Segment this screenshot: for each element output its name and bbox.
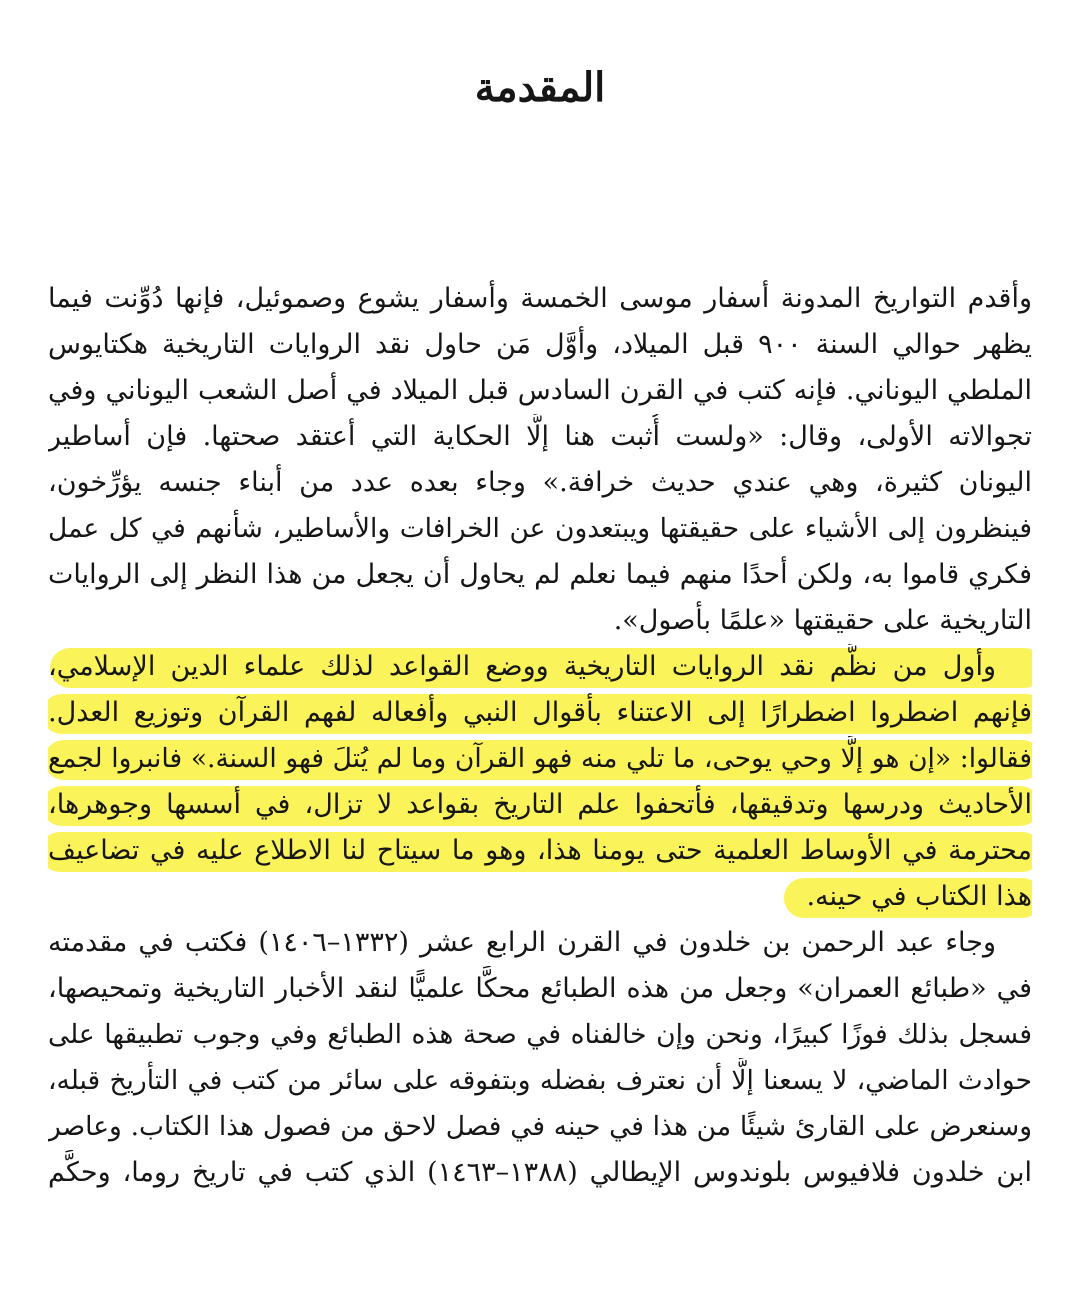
text-line: التاريخية على حقيقتها «علمًا بأصول». xyxy=(613,605,1032,636)
text-line: وسنعرض على القارئ شيئًا من هذا في حينه في فصل لاحق من فصول هذا الكتاب. وعاصر xyxy=(48,1111,1032,1142)
highlighted-text-line: فقالوا: «إن هو إلَّا وحي يوحى، ما تلي منه فهو القرآن وما لم يُتلَ فهو السنة.» فانبروا لجمع xyxy=(48,736,1032,782)
text-line: اليونان كثيرة، وهي عندي حديث خرافة.» وجاء بعده عدد من أبناء جنسه يؤرِّخون، xyxy=(48,467,1032,498)
text-line: فينظرون إلى الأشياء على حقيقتها ويبتعدون عن الخرافات والأساطير، شأنهم في كل عمل xyxy=(48,513,1032,544)
highlighted-text-line: هذا الكتاب في حينه. xyxy=(48,874,1032,920)
text-line: وجاء عبد الرحمن بن خلدون في القرن الرابع عشر (١٣٣٢–١٤٠٦) فكتب في مقدمته xyxy=(48,927,996,958)
highlighted-text-line: الأحاديث ودرسها وتدقيقها، فأتحفوا علم التاريخ بقواعد لا تزال، في أسسها وجوهرها، xyxy=(48,782,1032,828)
text-line: فسجل بذلك فوزًا كبيرًا، ونحن وإن خالفناه في صحة هذه الطبائع وفي وجوب تطبيقها على xyxy=(48,1019,1032,1050)
highlighted-text-line: وأول من نظَّم نقد الروايات التاريخية ووضع القواعد لذلك علماء الدين الإسلامي، xyxy=(48,644,1032,690)
paragraph-3 xyxy=(48,920,1032,1196)
body-text xyxy=(48,276,1032,1196)
text-line: ابن خلدون فلافيوس بلوندوس الإيطالي (١٣٨٨–١٤٦٣) الذي كتب في تاريخ روما، وحكَّم xyxy=(48,1157,1032,1188)
page-title: المقدمة xyxy=(474,64,606,111)
paragraph-1 xyxy=(48,276,1032,644)
text-line: الملطي اليوناني. فإنه كتب في القرن السادس قبل الميلاد في أصل الشعب اليوناني وفي xyxy=(48,375,1032,406)
text-line: وأقدم التواريخ المدونة أسفار موسى الخمسة وأسفار يشوع وصموئيل، فإنها دُوِّنت فيما xyxy=(48,283,1032,314)
paragraph-2-highlighted xyxy=(48,644,1032,920)
highlighted-text-line: فإنهم اضطروا اضطرارًا إلى الاعتناء بأقوال النبي وأفعاله لفهم القرآن وتوزيع العدل. xyxy=(48,690,1032,736)
highlighted-text-line: محترمة في الأوساط العلمية حتى يومنا هذا، وهو ما سيتاح لنا الاطلاع عليه في تضاعيف xyxy=(48,828,1032,874)
text-line: حوادث الماضي، لا يسعنا إلَّا أن نعترف بفضله وبتفوقه على سائر من كتب في التأريخ قبله، xyxy=(48,1065,1032,1096)
text-line: يظهر حوالي السنة ٩٠٠ قبل الميلاد، وأوَّل مَن حاول نقد الروايات التاريخية هكتايوس xyxy=(48,329,1032,360)
text-line: تجوالاته الأولى، وقال: «ولست أُثبت هنا إلَّا الحكاية التي أعتقد صحتها. فإن أساطير xyxy=(48,421,1032,452)
text-line: في «طبائع العمران» وجعل من هذه الطبائع محكًّا علميًّا لنقد الأخبار التاريخية وتمحيصها، xyxy=(48,973,1032,1004)
text-line: فكري قاموا به، ولكن أحدًا منهم فيما نعلم لم يحاول أن يجعل من هذا النظر إلى الروايات xyxy=(48,559,1032,590)
